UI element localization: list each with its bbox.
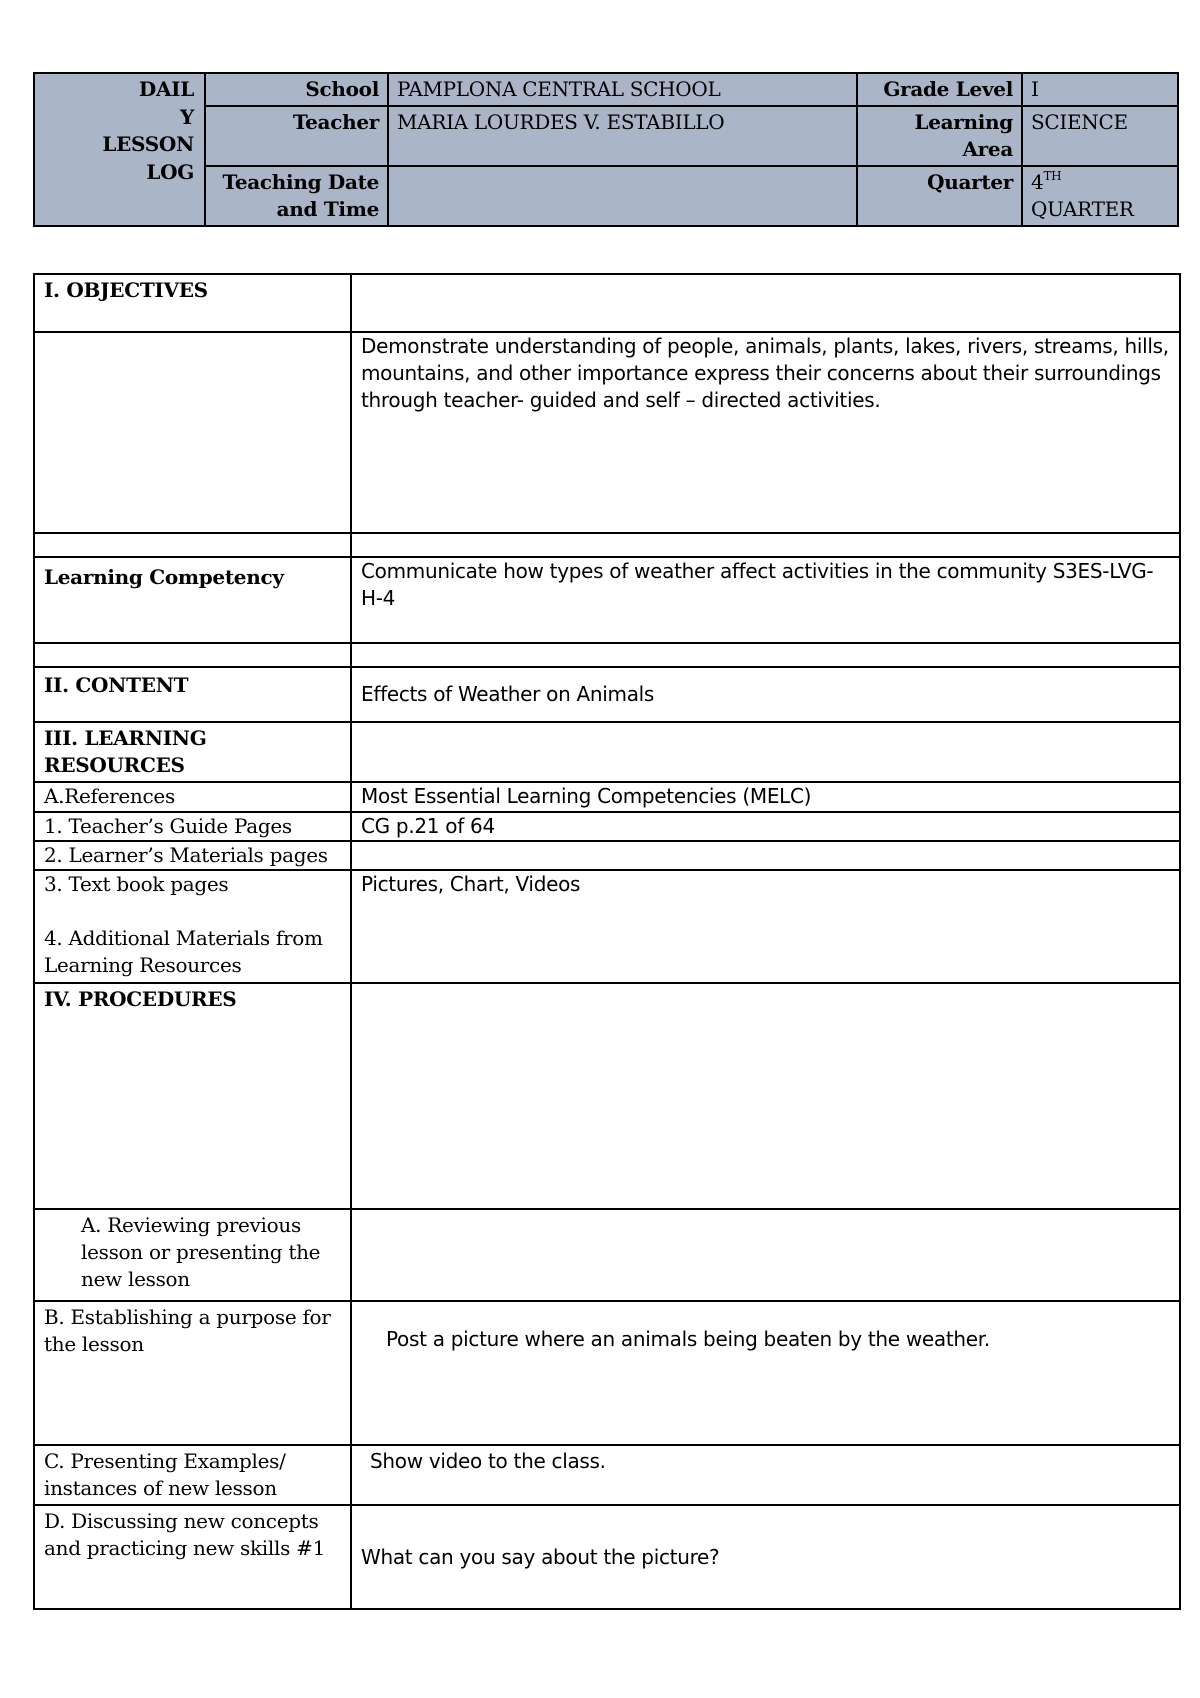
- learning-resources-empty: [351, 722, 1180, 782]
- dll-title: DAIL Y LESSON LOG: [34, 73, 205, 226]
- learning-area-label: Learning Area: [857, 106, 1022, 166]
- teacher-value: MARIA LOURDES V. ESTABILLO: [388, 106, 857, 166]
- learning-resources-heading: III. LEARNING RESOURCES: [34, 722, 351, 782]
- quarter-number: 4: [1031, 170, 1044, 194]
- school-label: School: [205, 73, 388, 106]
- content-value: Effects of Weather on Animals: [351, 667, 1180, 722]
- establishing-purpose-label: B. Establishing a purpose for the lesson: [34, 1301, 351, 1445]
- content-standard-text: Demonstrate understanding of people, animals, plants, lakes, rivers, streams, hills, mountains, and other importance express their concerns about their surroundings through teacher- guided and self – directed activities.: [351, 332, 1180, 533]
- discussing-new-concepts-label: D. Discussing new concepts and practicing new skills #1: [34, 1505, 351, 1609]
- discussing-new-concepts-value: What can you say about the picture?: [351, 1505, 1180, 1609]
- reviewing-previous-lesson-label: A. Reviewing previous lesson or presenting the new lesson: [34, 1209, 351, 1301]
- grade-level-value: I: [1022, 73, 1178, 106]
- header-table: [33, 72, 1179, 227]
- spacer-row: [34, 643, 351, 667]
- teaching-date-value: [388, 166, 857, 226]
- spacer-row: [34, 533, 351, 557]
- lesson-table: [33, 273, 1181, 1610]
- teaching-date-label: Teaching Date and Time: [205, 166, 388, 226]
- learning-competency-text: Communicate how types of weather affect activities in the community S3ES-LVG-H-4: [351, 557, 1180, 643]
- learning-area-value: SCIENCE: [1022, 106, 1178, 166]
- quarter-label: Quarter: [857, 166, 1022, 226]
- spacer-cell: [351, 643, 1180, 667]
- teacher-label: Teacher: [205, 106, 388, 166]
- grade-level-label: Grade Level: [857, 73, 1022, 106]
- teachers-guide-label: 1. Teacher’s Guide Pages: [34, 812, 351, 841]
- quarter-word: QUARTER: [1031, 197, 1134, 221]
- learning-competency-label: Learning Competency: [34, 557, 351, 643]
- content-standard-label: [34, 332, 351, 533]
- establishing-purpose-value: Post a picture where an animals being beaten by the weather.: [351, 1301, 1180, 1445]
- presenting-examples-label: C. Presenting Examples/ instances of new lesson: [34, 1445, 351, 1505]
- school-value: PAMPLONA CENTRAL SCHOOL: [388, 73, 857, 106]
- textbook-label: 3. Text book pages: [44, 872, 229, 896]
- learners-materials-value: [351, 841, 1180, 870]
- procedures-empty: [351, 983, 1180, 1209]
- references-value: Most Essential Learning Competencies (MELC): [351, 782, 1180, 812]
- learners-materials-label: 2. Learner’s Materials pages: [34, 841, 351, 870]
- textbook-value: Pictures, Chart, Videos: [351, 870, 1180, 983]
- quarter-suffix: TH: [1043, 169, 1062, 183]
- teachers-guide-value: CG p.21 of 64: [351, 812, 1180, 841]
- quarter-value: [1022, 166, 1178, 226]
- spacer-cell: [351, 533, 1180, 557]
- reviewing-previous-lesson-value: [351, 1209, 1180, 1301]
- textbook-and-additional-label: [34, 870, 351, 983]
- objectives-heading: I. OBJECTIVES: [34, 274, 351, 332]
- additional-materials-label: 4. Additional Materials from Learning Resources: [44, 926, 323, 977]
- procedures-heading: IV. PROCEDURES: [34, 983, 351, 1209]
- presenting-examples-value: Show video to the class.: [351, 1445, 1180, 1505]
- objectives-empty: [351, 274, 1180, 332]
- references-label: A.References: [34, 782, 351, 812]
- content-heading: II. CONTENT: [34, 667, 351, 722]
